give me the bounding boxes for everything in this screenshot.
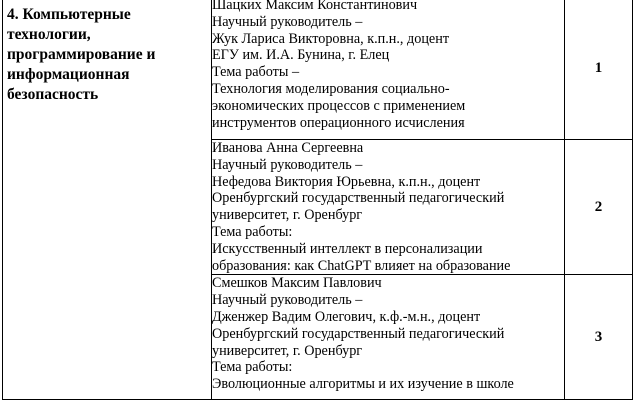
place-number: 1 <box>594 59 603 76</box>
place-number: 3 <box>594 328 603 345</box>
topic-line: Эволюционные алгоритмы и их изучение в школе <box>212 376 514 393</box>
supervisor-name: Дженжер Вадим Олегович, к.ф.-м.н., доцент <box>212 308 481 325</box>
institution-city: университет, г. Оренбург <box>212 207 363 224</box>
section-title-line: 4. Компьютерные <box>7 6 131 23</box>
participant-name: Иванова Анна Сергеевна <box>212 140 364 156</box>
topic-label: Тема работы – <box>212 64 300 81</box>
topic-line: экономических процессов с применением <box>212 97 466 114</box>
section-cell <box>3 0 212 400</box>
section-title-line: технологии, <box>7 26 91 43</box>
supervisor-label: Научный руководитель – <box>212 156 363 173</box>
topic-label: Тема работы: <box>212 359 293 376</box>
supervisor-name: Нефедова Виктория Юрьевна, к.п.н., доцент <box>212 173 481 190</box>
supervisor-label: Научный руководитель – <box>212 292 363 309</box>
institution: Оренбургский государственный педагогический <box>212 190 505 207</box>
section-title-line: программирование и <box>7 46 156 63</box>
institution: ЕГУ им. И.А. Бунина, г. Елец <box>212 47 390 64</box>
section-title-line: безопасность <box>7 86 99 103</box>
table-row <box>3 0 633 140</box>
participant-name: Шацких Максим Константинович <box>212 0 418 13</box>
topic-line: инструментов операционного исчисления <box>212 114 465 131</box>
section-title <box>3 0 211 105</box>
topic-line: Технология моделирования социально- <box>212 80 450 97</box>
participant-name: Смешков Максим Павлович <box>212 275 382 292</box>
place-number: 2 <box>594 198 603 215</box>
place-cell <box>565 140 633 275</box>
section-title-line: информационная <box>7 66 130 83</box>
topic-label: Тема работы: <box>212 223 293 240</box>
participant-info-cell <box>212 0 565 140</box>
participant-info-cell <box>212 275 565 400</box>
place-cell <box>565 275 633 400</box>
supervisor-label: Научный руководитель – <box>212 13 363 30</box>
nominations-table <box>2 0 633 400</box>
institution: Оренбургский государственный педагогический <box>212 325 505 342</box>
place-cell <box>565 0 633 140</box>
supervisor-name: Жук Лариса Викторовна, к.п.н., доцент <box>212 30 450 47</box>
topic-line: образования: как ChatGPT влияет на образование <box>212 257 511 274</box>
institution-city: университет, г. Оренбург <box>212 342 363 359</box>
participant-info-cell <box>212 140 565 275</box>
topic-line: Искусственный интеллект в персонализации <box>212 240 483 257</box>
